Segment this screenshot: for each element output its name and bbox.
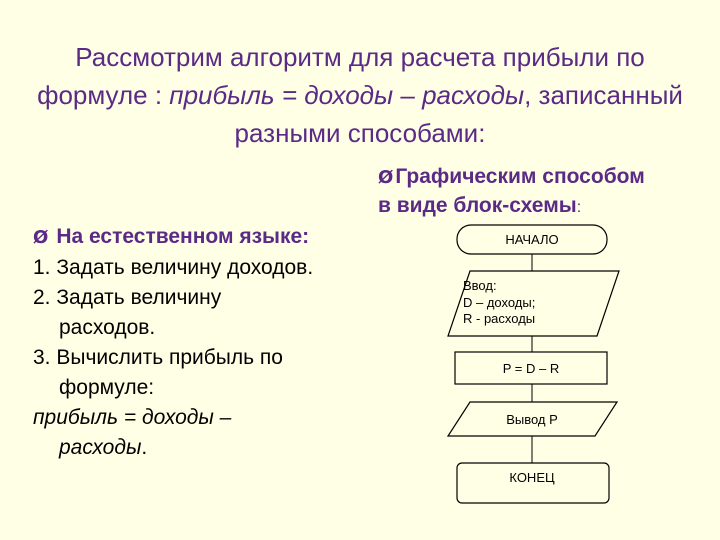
list-item-2: 2. Задать величину	[33, 286, 222, 309]
formula-end-period: .	[141, 436, 148, 459]
title-line-2-prefix: формуле :	[37, 80, 170, 110]
title-line-3: разными способами:	[234, 118, 486, 148]
formula-line-1: прибыль = доходы –	[33, 406, 232, 429]
title-line-2-suffix: , записанный	[524, 80, 683, 110]
list-item-3: 3. Вычислить прибыль по	[33, 346, 283, 369]
process-label: P = D – R	[502, 361, 560, 376]
formula-line-2-text: расходы	[59, 436, 142, 459]
graphical-heading-text: Графическим способом	[395, 165, 645, 188]
graphical-heading-colon: :	[576, 199, 582, 216]
graphical-heading-text-2: в виде блок-схемы	[378, 194, 577, 217]
input-label-1: Ввод:	[463, 278, 497, 293]
output-label: Вывод P	[506, 412, 558, 427]
input-label-3: R - расходы	[463, 311, 536, 326]
bullet-arrow-icon: Ø	[378, 167, 394, 188]
input-label-2: D – доходы;	[463, 295, 536, 310]
end-label: КОНЕЦ	[509, 470, 555, 485]
start-label: НАЧАЛО	[505, 232, 559, 247]
title-formula: прибыль = доходы – расходы	[169, 80, 525, 110]
list-item-1: 1. Задать величину доходов.	[33, 256, 314, 279]
list-item-3-cont: формуле:	[59, 376, 155, 399]
title-line-1: Рассмотрим алгоритм для расчета прибыли по	[75, 42, 645, 72]
natural-language-heading-text: На естественном языке:	[56, 225, 310, 248]
list-item-2-cont: расходов.	[59, 316, 156, 339]
bullet-arrow-icon: Ø	[33, 227, 49, 248]
